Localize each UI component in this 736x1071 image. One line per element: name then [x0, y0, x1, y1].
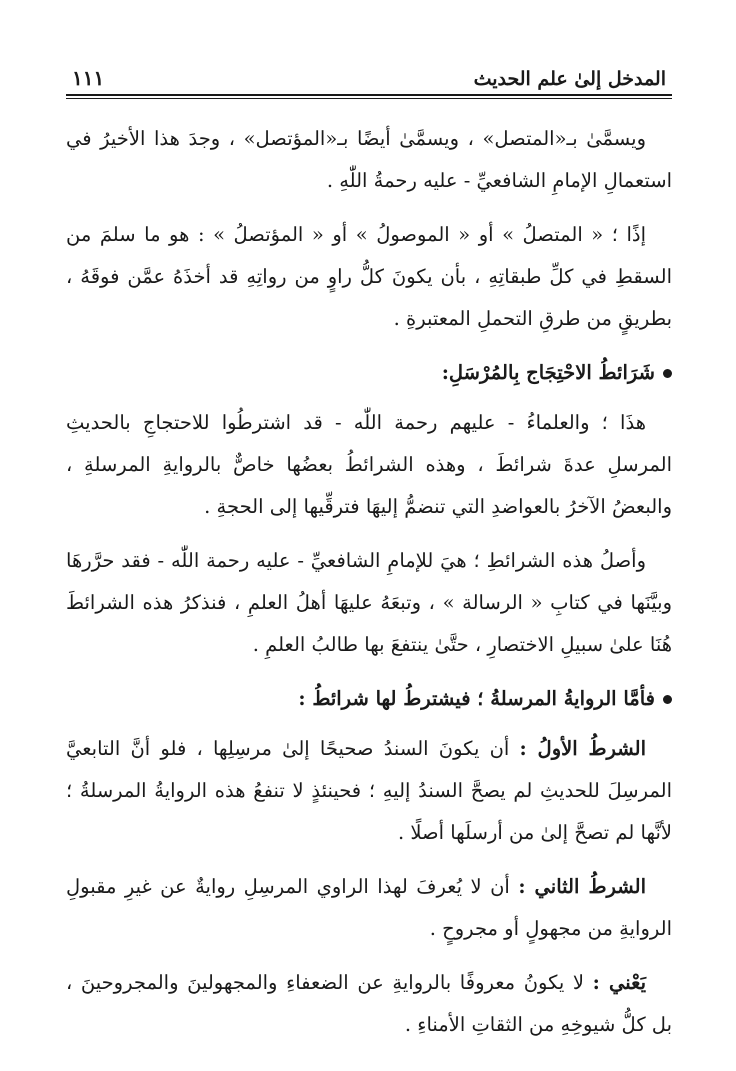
paragraph-condition-1: [66, 728, 672, 854]
condition-1-label: الشرطُ الأولُ :: [519, 737, 647, 760]
section-heading-text: فأمَّا الروايةُ المرسلةُ ؛ فيشترطُ لها شرائطُ :: [298, 687, 655, 710]
paragraph-4: وأصلُ هذه الشرائطِ ؛ هيَ للإمامِ الشافعيِّ - عليه رحمة اللّٰه - فقد حرَّرهَا وبيَّنَها في كتابِ « الرسالة » ، وتبعَهُ عليهَا أهلُ العلمِ ، فنذكرُ هذه الشرائطَ هُنَا علىٰ سبيلِ الاختصارِ ، حتَّىٰ ينتفعَ بها طالبُ العلمِ .: [66, 549, 672, 656]
paragraph-3: هذَا ؛ والعلماءُ - عليهم رحمة اللّٰه - قد اشترطُوا للاحتجاجِ بالحديثِ المرسلِ عدةَ شرائطَ ، وهذه الشرائطُ بعضُها خاصٌّ بالروايةِ المرسلةِ ، والبعضُ الآخرُ بالعواضدِ التي تنضمُّ إليهَا فترقِّيها إلى الحجةِ .: [66, 411, 672, 518]
condition-1-text: أن يكونَ السندُ صحيحًا إلىٰ مرسِلِها ، فلو أنَّ التابعيَّ المرسِلَ للحديثِ لم يصحَّ السندُ إليهِ ؛ فحينئذٍ لا تنفعُ هذه الروايةُ المرسلةُ ؛ لأنَّها لم تصحَّ إلىٰ من أرسلَها أصلًا .: [66, 737, 672, 844]
paragraph-condition-2: [66, 866, 672, 950]
bullet-icon: [663, 695, 672, 704]
header-rule: [66, 94, 672, 96]
running-title: المدخل إلىٰ علم الحديث: [473, 68, 666, 90]
page-body: [66, 118, 672, 1046]
condition-2-text: أن لا يُعرفَ لهذا الراوي المرسِلِ روايةٌ عن غيرِ مقبولِ الروايةِ من مجهولٍ أو مجروحٍ .: [66, 875, 672, 940]
meaning-text: لا يكونُ معروفًا بالروايةِ عن الضعفاءِ والمجهولينَ والمجروحينَ ، بل كلُّ شيوخِهِ من الثقاتِ الأمناءِ .: [66, 971, 672, 1036]
paragraph-meaning: [66, 962, 672, 1046]
bullet-icon: [663, 369, 672, 378]
meaning-label: يَعْني :: [592, 971, 646, 994]
running-header: [66, 56, 672, 90]
paragraph-2: إذًا ؛ « المتصلُ » أو « الموصولُ » أو « المؤتصلُ » : هو ما سلمَ من السقطِ في كلِّ طبقاتِهِ ، بأن يكونَ كلُّ راوٍ من رواتِهِ قد أخذَهُ عمَّن فوقَهُ ، بطريقٍ من طرقِ التحملِ المعتبرةِ .: [66, 223, 672, 330]
page-number: ١١١: [72, 66, 105, 90]
section-heading-conditions: [66, 352, 672, 394]
condition-2-label: الشرطُ الثاني :: [518, 875, 646, 898]
section-heading-mursal: [66, 678, 672, 720]
paragraph-1: ويسمَّىٰ بـ«المتصل» ، ويسمَّىٰ أيضًا بـ«المؤتصل» ، وجدَ هذا الأخيرُ في استعمالِ الإمامِ الشافعيِّ - عليه رحمةُ اللّٰهِ .: [66, 127, 672, 192]
section-heading-text: شَرَائطُ الاحْتِجَاج بِالمُرْسَلِ:: [441, 361, 655, 384]
